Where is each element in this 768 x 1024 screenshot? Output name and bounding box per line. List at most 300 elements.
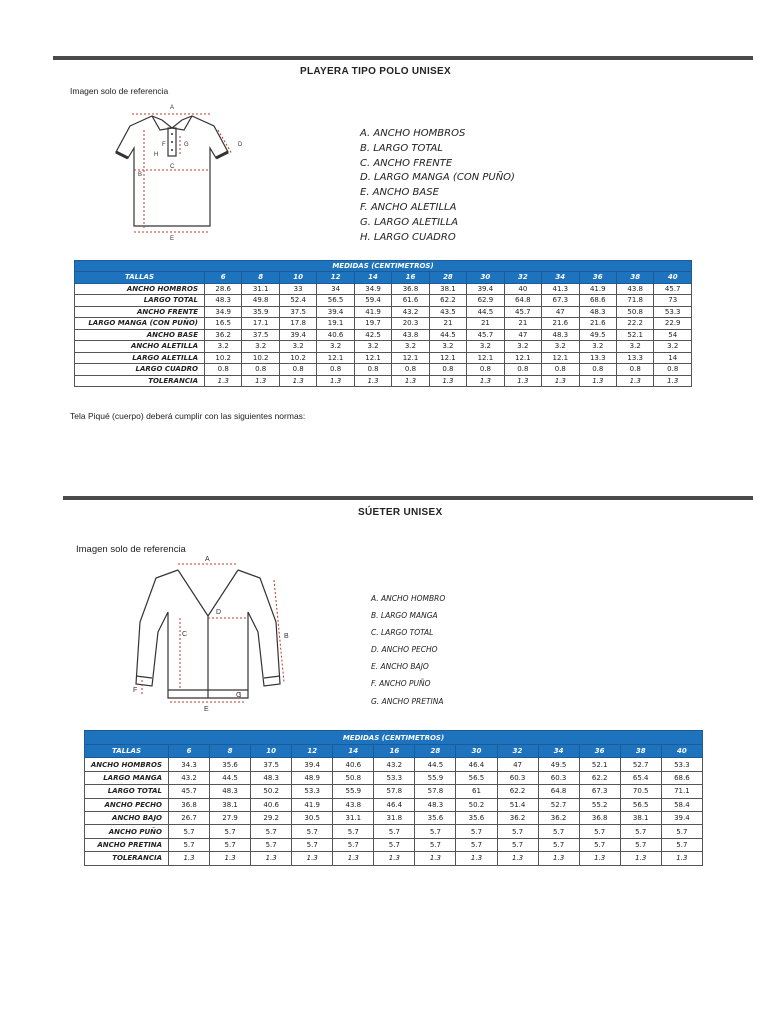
value-cell: 5.7 <box>456 825 497 838</box>
value-cell: 3.2 <box>429 341 466 353</box>
value-cell: 50.8 <box>333 771 374 784</box>
value-cell: 0.8 <box>504 364 541 376</box>
value-cell: 48.3 <box>542 329 579 341</box>
value-cell: 71.1 <box>661 785 702 798</box>
value-cell: 43.8 <box>616 283 653 295</box>
value-cell: 58.4 <box>661 798 702 811</box>
value-cell: 1.3 <box>374 852 415 865</box>
sweater-top-rule <box>63 496 753 500</box>
sweater-diagram-label-d: D <box>216 609 222 616</box>
value-cell: 41.9 <box>292 798 333 811</box>
value-cell: 62.2 <box>497 785 538 798</box>
value-cell: 67.3 <box>579 785 620 798</box>
value-cell: 1.3 <box>542 375 579 387</box>
sweater-reference-note: Imagen solo de referencia <box>76 544 186 555</box>
size-header-cell: 14 <box>333 745 374 758</box>
value-cell: 5.7 <box>497 838 538 851</box>
value-cell: 5.7 <box>374 838 415 851</box>
value-cell: 56.5 <box>620 798 661 811</box>
polo-legend-g: G. LARGO ALETILLA <box>360 216 459 228</box>
value-cell: 5.7 <box>538 825 579 838</box>
row-label: LARGO ALETILLA <box>75 352 205 364</box>
table-caption: MEDIDAS (CENTIMETROS) <box>85 731 703 745</box>
value-cell: 41.9 <box>354 306 391 318</box>
value-cell: 73 <box>654 295 692 307</box>
size-header-cell: 10 <box>279 272 316 284</box>
sweater-diagram <box>128 552 303 712</box>
value-cell: 1.3 <box>661 852 702 865</box>
row-label: ANCHO HOMBROS <box>75 283 205 295</box>
value-cell: 5.7 <box>620 838 661 851</box>
value-cell: 3.2 <box>205 341 242 353</box>
value-cell: 38.1 <box>210 798 251 811</box>
value-cell: 1.3 <box>354 375 391 387</box>
value-cell: 1.3 <box>333 852 374 865</box>
row-label: LARGO MANGA <box>85 771 169 784</box>
polo-diagram-label-f: F <box>162 142 166 148</box>
sizes-header-label: TALLAS <box>85 745 169 758</box>
value-cell: 21 <box>467 318 504 330</box>
polo-diagram-label-a: A <box>170 105 175 111</box>
value-cell: 47 <box>542 306 579 318</box>
row-label: TOLERANCIA <box>85 852 169 865</box>
value-cell: 65.4 <box>620 771 661 784</box>
sweater-legend-g: G. ANCHO PRETINA <box>371 696 444 706</box>
value-cell: 5.7 <box>579 825 620 838</box>
value-cell: 53.3 <box>374 771 415 784</box>
value-cell: 36.2 <box>497 811 538 824</box>
value-cell: 5.7 <box>169 825 210 838</box>
value-cell: 54 <box>654 329 692 341</box>
value-cell: 43.2 <box>374 758 415 771</box>
value-cell: 13.3 <box>579 352 616 364</box>
value-cell: 34 <box>317 283 354 295</box>
value-cell: 56.5 <box>456 771 497 784</box>
value-cell: 5.7 <box>251 825 292 838</box>
value-cell: 43.8 <box>333 798 374 811</box>
value-cell: 12.1 <box>467 352 504 364</box>
polo-diagram-label-h: H <box>154 152 159 158</box>
value-cell: 1.3 <box>169 852 210 865</box>
value-cell: 64.8 <box>538 785 579 798</box>
value-cell: 1.3 <box>251 852 292 865</box>
value-cell: 62.9 <box>467 295 504 307</box>
value-cell: 57.8 <box>374 785 415 798</box>
value-cell: 31.1 <box>333 811 374 824</box>
value-cell: 5.7 <box>292 838 333 851</box>
row-label: ANCHO FRENTE <box>75 306 205 318</box>
value-cell: 46.4 <box>374 798 415 811</box>
value-cell: 35.9 <box>242 306 279 318</box>
sweater-diagram-label-a: A <box>205 556 210 563</box>
sweater-diagram-label-c: C <box>182 631 188 638</box>
table-row <box>85 758 703 771</box>
value-cell: 35.6 <box>415 811 456 824</box>
value-cell: 40.6 <box>317 329 354 341</box>
value-cell: 71.8 <box>616 295 653 307</box>
value-cell: 40 <box>504 283 541 295</box>
value-cell: 48.3 <box>415 798 456 811</box>
size-header-cell: 12 <box>317 272 354 284</box>
value-cell: 68.6 <box>661 771 702 784</box>
value-cell: 5.7 <box>292 825 333 838</box>
value-cell: 19.7 <box>354 318 391 330</box>
value-cell: 12.1 <box>429 352 466 364</box>
value-cell: 5.7 <box>415 825 456 838</box>
size-header-cell: 8 <box>210 745 251 758</box>
value-cell: 0.8 <box>205 364 242 376</box>
value-cell: 5.7 <box>210 838 251 851</box>
size-header-cell: 32 <box>504 272 541 284</box>
value-cell: 62.2 <box>429 295 466 307</box>
value-cell: 59.4 <box>354 295 391 307</box>
polo-legend-a: A. ANCHO HOMBROS <box>360 128 466 139</box>
table-row <box>85 798 703 811</box>
value-cell: 27.9 <box>210 811 251 824</box>
table-row <box>85 825 703 838</box>
size-header-cell: 8 <box>242 272 279 284</box>
polo-title: PLAYERA TIPO POLO UNISEX <box>300 66 451 77</box>
value-cell: 0.8 <box>542 364 579 376</box>
value-cell: 1.3 <box>292 852 333 865</box>
table-row <box>75 295 692 307</box>
value-cell: 1.3 <box>579 375 616 387</box>
value-cell: 39.4 <box>279 329 316 341</box>
value-cell: 5.7 <box>661 825 702 838</box>
value-cell: 31.1 <box>242 283 279 295</box>
size-header-cell: 34 <box>538 745 579 758</box>
value-cell: 0.8 <box>616 364 653 376</box>
value-cell: 37.5 <box>279 306 316 318</box>
value-cell: 30.5 <box>292 811 333 824</box>
value-cell: 36.2 <box>538 811 579 824</box>
size-header-cell: 36 <box>579 272 616 284</box>
value-cell: 55.9 <box>415 771 456 784</box>
table-row <box>75 375 692 387</box>
row-label: ANCHO BAJO <box>85 811 169 824</box>
size-header-cell: 36 <box>579 745 620 758</box>
value-cell: 43.8 <box>392 329 429 341</box>
table-row <box>75 364 692 376</box>
value-cell: 31.8 <box>374 811 415 824</box>
value-cell: 45.7 <box>169 785 210 798</box>
value-cell: 21.6 <box>542 318 579 330</box>
value-cell: 0.8 <box>242 364 279 376</box>
value-cell: 43.2 <box>169 771 210 784</box>
sweater-title: SÚETER UNISEX <box>358 507 443 518</box>
value-cell: 3.2 <box>242 341 279 353</box>
value-cell: 62.2 <box>579 771 620 784</box>
value-cell: 49.8 <box>242 295 279 307</box>
size-header-cell: 10 <box>251 745 292 758</box>
value-cell: 48.3 <box>205 295 242 307</box>
value-cell: 29.2 <box>251 811 292 824</box>
value-cell: 1.3 <box>392 375 429 387</box>
value-cell: 37.5 <box>242 329 279 341</box>
row-label: ANCHO PECHO <box>85 798 169 811</box>
row-label: TOLERANCIA <box>75 375 205 387</box>
size-header-cell: 16 <box>374 745 415 758</box>
sweater-diagram-label-e: E <box>204 706 209 712</box>
value-cell: 33 <box>279 283 316 295</box>
value-cell: 45.7 <box>467 329 504 341</box>
value-cell: 5.7 <box>210 825 251 838</box>
polo-legend-c: C. ANCHO FRENTE <box>360 157 453 169</box>
row-label: ANCHO ALETILLA <box>75 341 205 353</box>
size-header-cell: 32 <box>497 745 538 758</box>
value-cell: 0.8 <box>579 364 616 376</box>
value-cell: 68.6 <box>579 295 616 307</box>
value-cell: 34.9 <box>354 283 391 295</box>
table-row <box>85 852 703 865</box>
value-cell: 51.4 <box>497 798 538 811</box>
value-cell: 44.5 <box>210 771 251 784</box>
value-cell: 35.6 <box>210 758 251 771</box>
value-cell: 70.5 <box>620 785 661 798</box>
value-cell: 34.9 <box>205 306 242 318</box>
value-cell: 50.8 <box>616 306 653 318</box>
value-cell: 49.5 <box>538 758 579 771</box>
value-cell: 36.8 <box>392 283 429 295</box>
value-cell: 52.7 <box>538 798 579 811</box>
value-cell: 1.3 <box>538 852 579 865</box>
size-header-cell: 28 <box>429 272 466 284</box>
value-cell: 3.2 <box>392 341 429 353</box>
value-cell: 1.3 <box>429 375 466 387</box>
value-cell: 1.3 <box>616 375 653 387</box>
polo-fabric-note: Tela Piqué (cuerpo) deberá cumplir con las siguientes normas: <box>70 411 306 421</box>
value-cell: 1.3 <box>620 852 661 865</box>
value-cell: 44.5 <box>467 306 504 318</box>
value-cell: 3.2 <box>504 341 541 353</box>
value-cell: 44.5 <box>415 758 456 771</box>
value-cell: 1.3 <box>654 375 692 387</box>
polo-diagram-label-b: B <box>138 172 143 178</box>
polo-reference-note: Imagen solo de referencia <box>70 86 169 96</box>
polo-legend-b: B. LARGO TOTAL <box>360 142 443 154</box>
value-cell: 47 <box>497 758 538 771</box>
value-cell: 3.2 <box>354 341 391 353</box>
polo-legend <box>360 127 515 245</box>
polo-diagram-label-d: D <box>238 142 243 148</box>
value-cell: 3.2 <box>317 341 354 353</box>
value-cell: 39.4 <box>467 283 504 295</box>
polo-size-table <box>74 260 692 387</box>
value-cell: 45.7 <box>654 283 692 295</box>
value-cell: 43.5 <box>429 306 466 318</box>
value-cell: 50.2 <box>456 798 497 811</box>
size-header-cell: 40 <box>661 745 702 758</box>
value-cell: 10.2 <box>242 352 279 364</box>
sweater-legend-a: A. ANCHO HOMBRO <box>371 594 446 603</box>
value-cell: 16.5 <box>205 318 242 330</box>
size-header-cell: 38 <box>616 272 653 284</box>
value-cell: 1.3 <box>467 375 504 387</box>
value-cell: 22.9 <box>654 318 692 330</box>
size-header-cell: 6 <box>169 745 210 758</box>
size-header-cell: 30 <box>467 272 504 284</box>
value-cell: 3.2 <box>579 341 616 353</box>
value-cell: 39.4 <box>292 758 333 771</box>
sweater-legend <box>371 590 445 710</box>
size-header-cell: 38 <box>620 745 661 758</box>
value-cell: 28.6 <box>205 283 242 295</box>
value-cell: 67.3 <box>542 295 579 307</box>
value-cell: 17.8 <box>279 318 316 330</box>
value-cell: 3.2 <box>542 341 579 353</box>
value-cell: 1.3 <box>205 375 242 387</box>
value-cell: 5.7 <box>538 838 579 851</box>
sweater-size-table <box>84 730 703 866</box>
size-header-cell: 14 <box>354 272 391 284</box>
polo-top-rule <box>53 56 753 60</box>
value-cell: 57.8 <box>415 785 456 798</box>
value-cell: 60.3 <box>538 771 579 784</box>
value-cell: 12.1 <box>504 352 541 364</box>
value-cell: 1.3 <box>415 852 456 865</box>
value-cell: 48.3 <box>210 785 251 798</box>
value-cell: 61 <box>456 785 497 798</box>
polo-diagram-label-g: G <box>184 142 189 148</box>
value-cell: 46.4 <box>456 758 497 771</box>
value-cell: 41.3 <box>542 283 579 295</box>
value-cell: 10.2 <box>279 352 316 364</box>
size-header-cell: 28 <box>415 745 456 758</box>
sweater-legend-d: D. ANCHO PECHO <box>371 645 438 655</box>
value-cell: 5.7 <box>579 838 620 851</box>
size-header-cell: 30 <box>456 745 497 758</box>
size-header-cell: 40 <box>654 272 692 284</box>
value-cell: 10.2 <box>205 352 242 364</box>
value-cell: 0.8 <box>467 364 504 376</box>
value-cell: 5.7 <box>169 838 210 851</box>
value-cell: 5.7 <box>415 838 456 851</box>
value-cell: 1.3 <box>317 375 354 387</box>
row-label: ANCHO HOMBROS <box>85 758 169 771</box>
row-label: LARGO TOTAL <box>75 295 205 307</box>
table-row <box>85 838 703 851</box>
polo-legend-f: F. ANCHO ALETILLA <box>360 201 457 213</box>
value-cell: 3.2 <box>654 341 692 353</box>
value-cell: 43.2 <box>392 306 429 318</box>
value-cell: 3.2 <box>616 341 653 353</box>
value-cell: 56.5 <box>317 295 354 307</box>
value-cell: 5.7 <box>497 825 538 838</box>
value-cell: 48.3 <box>251 771 292 784</box>
row-label: LARGO CUADRO <box>75 364 205 376</box>
sweater-diagram-label-f: F <box>133 687 138 694</box>
sweater-diagram-label-g: G <box>236 692 242 699</box>
row-label: ANCHO PRETINA <box>85 838 169 851</box>
sweater-legend-b: B. LARGO MANGA <box>371 611 438 621</box>
row-label: LARGO TOTAL <box>85 785 169 798</box>
value-cell: 52.4 <box>279 295 316 307</box>
sweater-diagram-label-b: B <box>284 633 289 640</box>
value-cell: 52.7 <box>620 758 661 771</box>
value-cell: 3.2 <box>279 341 316 353</box>
value-cell: 5.7 <box>333 825 374 838</box>
polo-diagram-label-e: E <box>170 236 175 242</box>
value-cell: 12.1 <box>542 352 579 364</box>
polo-legend-d: D. LARGO MANGA (CON PUÑO) <box>360 172 515 184</box>
polo-shirt-diagram <box>100 100 260 242</box>
table-caption: MEDIDAS (CENTIMETROS) <box>75 261 692 272</box>
table-row <box>85 785 703 798</box>
size-header-cell: 34 <box>542 272 579 284</box>
value-cell: 48.9 <box>292 771 333 784</box>
value-cell: 55.9 <box>333 785 374 798</box>
value-cell: 12.1 <box>317 352 354 364</box>
value-cell: 0.8 <box>354 364 391 376</box>
table-row <box>75 306 692 318</box>
value-cell: 39.4 <box>661 811 702 824</box>
table-row <box>85 771 703 784</box>
table-row <box>75 341 692 353</box>
value-cell: 50.2 <box>251 785 292 798</box>
table-row <box>75 318 692 330</box>
row-label: LARGO MANGA (CON PUÑO) <box>75 318 205 330</box>
value-cell: 53.3 <box>654 306 692 318</box>
value-cell: 60.3 <box>497 771 538 784</box>
value-cell: 0.8 <box>279 364 316 376</box>
value-cell: 5.7 <box>456 838 497 851</box>
row-label: ANCHO BASE <box>75 329 205 341</box>
value-cell: 52.1 <box>616 329 653 341</box>
sweater-legend-e: E. ANCHO BAJO <box>371 662 429 672</box>
value-cell: 53.3 <box>661 758 702 771</box>
value-cell: 0.8 <box>429 364 466 376</box>
value-cell: 1.3 <box>497 852 538 865</box>
table-row <box>75 352 692 364</box>
sweater-legend-f: F. ANCHO PUÑO <box>371 679 431 689</box>
value-cell: 5.7 <box>251 838 292 851</box>
value-cell: 39.4 <box>317 306 354 318</box>
polo-legend-h: H. LARGO CUADRO <box>360 231 456 243</box>
value-cell: 1.3 <box>210 852 251 865</box>
value-cell: 5.7 <box>374 825 415 838</box>
value-cell: 21.6 <box>579 318 616 330</box>
row-label: ANCHO PUÑO <box>85 825 169 838</box>
value-cell: 21 <box>429 318 466 330</box>
value-cell: 0.8 <box>317 364 354 376</box>
table-row <box>75 283 692 295</box>
value-cell: 5.7 <box>333 838 374 851</box>
value-cell: 20.3 <box>392 318 429 330</box>
value-cell: 17.1 <box>242 318 279 330</box>
table-row <box>85 811 703 824</box>
value-cell: 40.6 <box>251 798 292 811</box>
value-cell: 14 <box>654 352 692 364</box>
size-header-cell: 12 <box>292 745 333 758</box>
table-row <box>75 329 692 341</box>
value-cell: 41.9 <box>579 283 616 295</box>
value-cell: 1.3 <box>242 375 279 387</box>
value-cell: 1.3 <box>456 852 497 865</box>
value-cell: 34.3 <box>169 758 210 771</box>
value-cell: 52.1 <box>579 758 620 771</box>
value-cell: 5.7 <box>661 838 702 851</box>
value-cell: 53.3 <box>292 785 333 798</box>
sweater-legend-c: C. LARGO TOTAL <box>371 628 434 638</box>
value-cell: 38.1 <box>429 283 466 295</box>
size-header-cell: 16 <box>392 272 429 284</box>
value-cell: 38.1 <box>620 811 661 824</box>
value-cell: 0.8 <box>654 364 692 376</box>
value-cell: 40.6 <box>333 758 374 771</box>
value-cell: 47 <box>504 329 541 341</box>
value-cell: 55.2 <box>579 798 620 811</box>
value-cell: 48.3 <box>579 306 616 318</box>
